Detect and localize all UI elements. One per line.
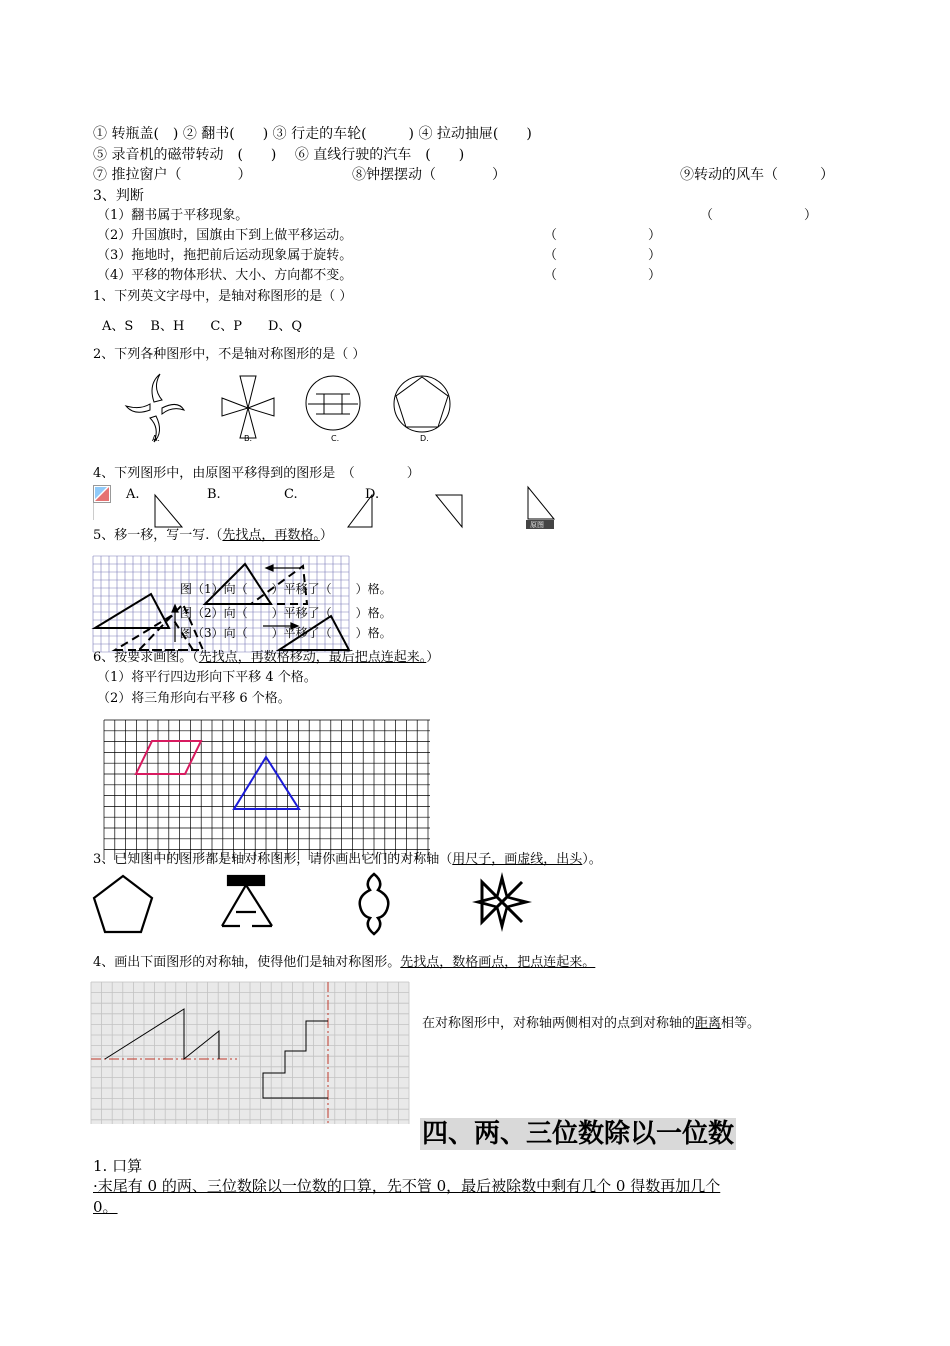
figure-d-pentagon (394, 376, 450, 432)
motion-line-3a: ⑦ 推拉窗户（ ） (93, 167, 252, 183)
judge-title: 3、判断 (93, 188, 144, 204)
q1-options: A、S B、H C、P D、Q (102, 319, 303, 334)
arrow-left (266, 565, 273, 571)
q4b-grid (91, 982, 409, 1124)
triangle-original (528, 487, 554, 519)
rule-line-1: ·末尾有 0 的两、三位数除以一位数的口算，先不管 0，最后被除数中剩有几个 0 得数再加几个 (93, 1177, 721, 1195)
broken-image-icon (93, 485, 113, 521)
motion-line-3c: ⑨转动的风车（ ） (680, 167, 834, 183)
triangle-d (436, 495, 462, 527)
triangle-a (155, 495, 182, 527)
q6-grid (104, 720, 432, 862)
pentagon-shape (94, 876, 152, 932)
q2-label-b: B. (244, 434, 253, 443)
q2-label-d: D. (420, 434, 429, 443)
rule-line-2: 0。 (93, 1198, 118, 1216)
judge-paren-1: （ ） (700, 208, 818, 223)
q2-label-a: A. (152, 434, 160, 443)
triangle-c (348, 495, 372, 527)
triangle-blue (234, 757, 299, 809)
q5-text: 5、移一移，写一写.（先找点，再数格。） (93, 528, 333, 543)
symmetry-note: 在对称图形中，对称轴两侧相对的点到对称轴的距离相等。 (422, 1016, 761, 1031)
q2-text: 2、下列各种图形中，不是轴对称图形的是（ ） (93, 347, 366, 362)
q5-line-1: 图（1）向（ ）平移了（ ）格。 (180, 582, 392, 596)
q2-label-c: C. (331, 434, 340, 443)
section-sub: 1. 口算 (93, 1157, 143, 1175)
q4a-option-c: C. (284, 487, 298, 502)
q4a-option-a: A. (126, 487, 140, 502)
vase-shape (360, 874, 389, 934)
q5-line-3: 图（3）向（ ）平移了（ ）格。 (180, 626, 392, 640)
q4a-option-b: B. (207, 487, 221, 502)
original-label: 原图 (530, 521, 544, 529)
q4a-triangles (150, 485, 570, 533)
judge-item-1: （1）翻书属于平移现象。 (97, 208, 249, 223)
figure-a-swirl (126, 374, 184, 442)
arrow-tent-shape (222, 876, 272, 926)
q4a-option-d: D. (365, 487, 380, 502)
motion-line-3b: ⑧钟摆摆动（ ） (352, 167, 506, 183)
q4b-text: 4、画出下面图形的对称轴，使得他们是轴对称图形。先找点，数格画点，把点连起来。 (93, 955, 596, 970)
motion-line-1: ① 转瓶盖( ) ② 翻书( ) ③ 行走的车轮( ) ④ 拉动抽屉( ) (93, 126, 532, 142)
q1-text: 1、下列英文字母中，是轴对称图形的是（ ） (93, 289, 353, 304)
figure-c-circle (306, 376, 360, 430)
section-heading: 四、两、三位数除以一位数 (422, 1119, 735, 1149)
q5-line-2: 图（2）向（ ）平移了（ ）格。 (180, 606, 392, 620)
judge-paren-3: （ ） (544, 248, 662, 263)
figure-b-cross (222, 376, 274, 438)
judge-item-3: （3）拖地时，拖把前后运动现象属于旋转。 (97, 248, 353, 263)
judge-paren-4: （ ） (544, 268, 662, 283)
q4a-text: 4、下列图形中，由原图平移得到的图形是 （ ） (93, 466, 420, 481)
compass-star-shape (472, 872, 532, 932)
q2-figures (120, 370, 460, 450)
q3b-figures (90, 870, 550, 938)
judge-paren-2: （ ） (544, 228, 662, 243)
judge-item-4: （4）平移的物体形状、大小、方向都不变。 (97, 268, 353, 283)
q6-item-2: （2）将三角形向右平移 6 个格。 (97, 691, 291, 706)
motion-line-2: ⑤ 录音机的磁带转动 ( ) ⑥ 直线行驶的汽车 ( ) (93, 147, 465, 163)
q6-item-1: （1）将平行四边形向下平移 4 个格。 (97, 670, 317, 685)
q6-text: 6、按要求画图。（先找点，再数格移动，最后把点连起来。） (93, 650, 440, 665)
judge-item-2: （2）升国旗时，国旗由下到上做平移运动。 (97, 228, 353, 243)
q3b-text: 3、已知图中的图形都是轴对称图形，请你画出它们的对称轴（用尺子，画虚线，出头）。 (93, 852, 602, 867)
